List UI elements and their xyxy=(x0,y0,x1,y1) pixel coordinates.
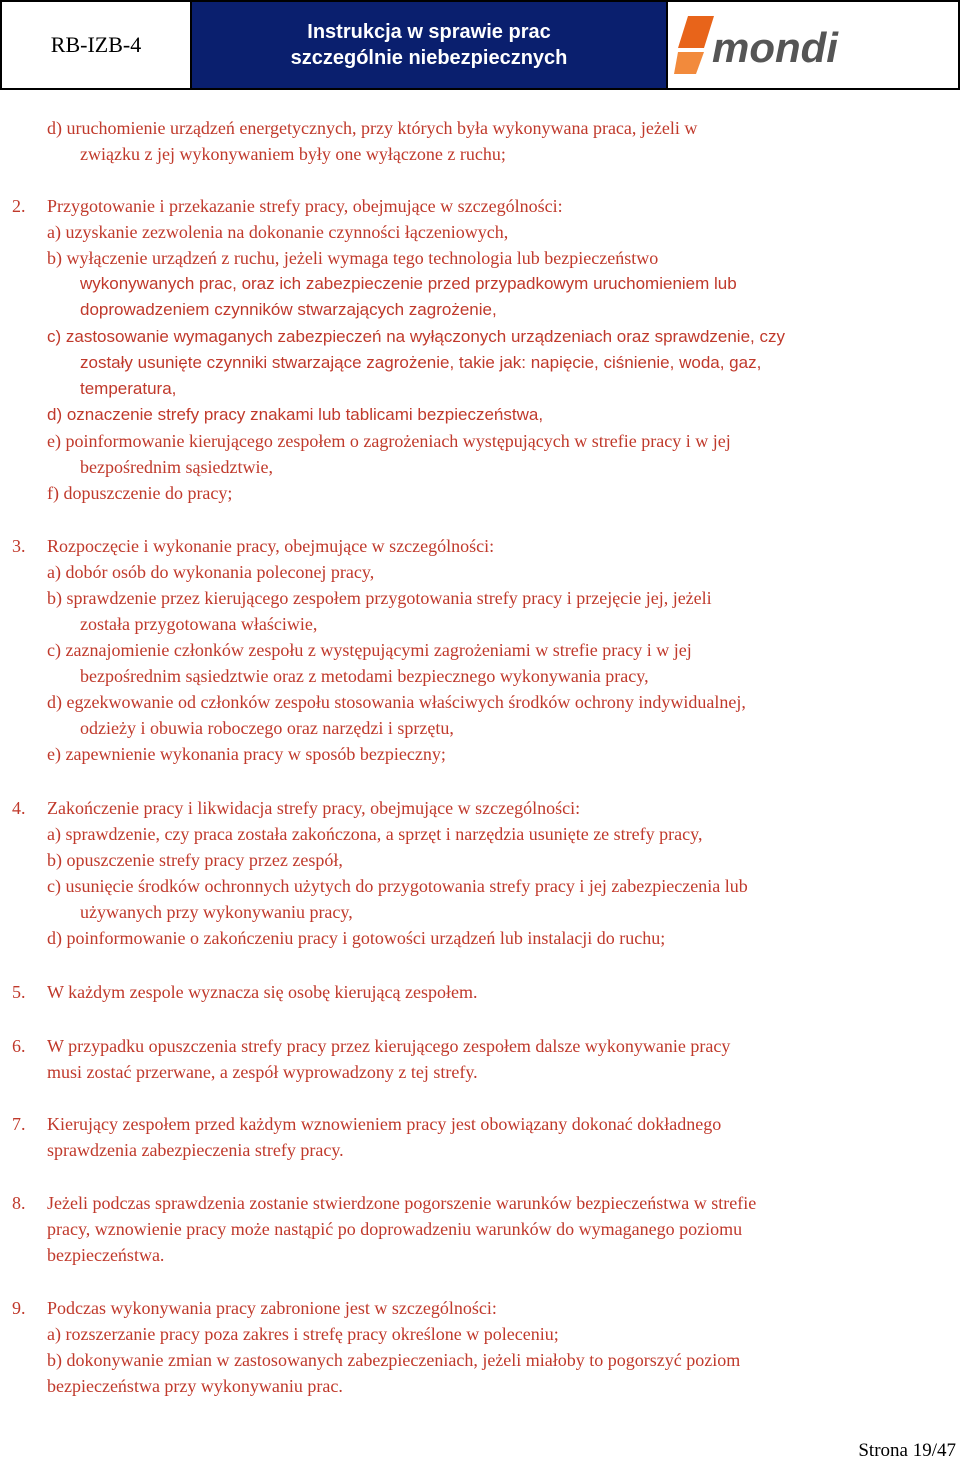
section-5-number: 5. xyxy=(12,982,26,1002)
item-9b-line2: bezpieczeństwa przy wykonywaniu prac. xyxy=(47,1376,343,1396)
section-2-number: 2. xyxy=(12,196,26,216)
doc-title-cell xyxy=(192,2,668,88)
section-2-heading: Przygotowanie i przekazanie strefy pracy, obejmujące w szczególności: xyxy=(47,196,563,216)
page-number: Strona 19/47 xyxy=(858,1440,956,1461)
doc-code-cell xyxy=(2,2,192,88)
section-4-number: 4. xyxy=(12,798,26,818)
svg-text:mondi: mondi xyxy=(712,24,838,71)
section-6-number: 6. xyxy=(12,1036,26,1056)
item-4a: a) sprawdzenie, czy praca została zakończona, a sprzęt i narzędzia usunięte ze strefy pracy, xyxy=(47,824,703,844)
item-3d-line1: d) egzekwowanie od członków zespołu stosowania właściwych środków ochrony indywidualnej, xyxy=(47,692,746,712)
document-header xyxy=(0,0,960,90)
item-4c-line1: c) usunięcie środków ochronnych użytych do przygotowania strefy pracy i jej zabezpieczenia lub xyxy=(47,876,748,896)
item-3e: e) zapewnienie wykonania pracy w sposób bezpieczny; xyxy=(47,744,446,764)
item-2b-line1: b) wyłączenie urządzeń z ruchu, jeżeli wymaga tego technologia lub bezpieczeństwo xyxy=(47,248,659,268)
item-3a: a) dobór osób do wykonania poleconej pracy, xyxy=(47,562,375,582)
item-9a: a) rozszerzanie pracy poza zakres i strefę pracy określone w poleceniu; xyxy=(47,1324,559,1344)
item-3c-line2: bezpośrednim sąsiedztwie oraz z metodami bezpiecznego wykonywania pracy, xyxy=(80,666,649,686)
doc-code: RB-IZB-4 xyxy=(50,32,142,57)
section-7-line2: sprawdzenia zabezpieczenia strefy pracy. xyxy=(47,1140,344,1160)
section-3-number: 3. xyxy=(12,536,26,556)
item-2b-line2: wykonywanych prac, oraz ich zabezpieczenie przed przypadkowym uruchomieniem lub xyxy=(80,274,737,293)
section-3-heading: Rozpoczęcie i wykonanie pracy, obejmujące w szczególności: xyxy=(47,536,495,556)
item-2c-line1: c) zastosowanie wymaganych zabezpieczeń na wyłączonych urządzeniach oraz sprawdzenie, czy xyxy=(47,327,785,346)
item-2e-line1: e) poinformowanie kierującego zespołem o zagrożeniach występujących w strefie pracy i w jej xyxy=(47,431,731,451)
section-8-line3: bezpieczeństwa. xyxy=(47,1245,165,1265)
section-8-line1: Jeżeli podczas sprawdzenia zostanie stwierdzone pogorszenie warunków bezpieczeństwa w strefie xyxy=(47,1193,757,1213)
section-6-line1: W przypadku opuszczenia strefy pracy przez kierującego zespołem dalsze wykonywanie pracy xyxy=(47,1036,731,1056)
item-4c-line2: używanych przy wykonywaniu pracy, xyxy=(80,902,353,922)
item-1d-line2: związku z jej wykonywaniem były one wyłączone z ruchu; xyxy=(80,144,506,164)
item-1d-line1: d) uruchomienie urządzeń energetycznych, przy których była wykonywana praca, jeżeli w xyxy=(47,118,698,138)
item-4d: d) poinformowanie o zakończeniu pracy i gotowości urządzeń lub instalacji do ruchu; xyxy=(47,928,666,948)
section-7-number: 7. xyxy=(12,1114,26,1134)
item-3b-line2: została przygotowana właściwie, xyxy=(80,614,318,634)
item-3b-line1: b) sprawdzenie przez kierującego zespołem przygotowania strefy pracy i przejęcie jej, jeżeli xyxy=(47,588,712,608)
section-9-number: 9. xyxy=(12,1298,26,1318)
section-8-line2: pracy, wznowienie pracy może nastąpić po doprowadzeniu warunków do wymaganego poziomu xyxy=(47,1219,743,1239)
item-2e-line2: bezpośrednim sąsiedztwie, xyxy=(80,457,273,477)
item-9b-line1: b) dokonywanie zmian w zastosowanych zabezpieczeniach, jeżeli miałoby to pogorszyć poziom xyxy=(47,1350,741,1370)
item-3d-line2: odzieży i obuwia roboczego oraz narzędzi i sprzętu, xyxy=(80,718,454,738)
doc-title-line1: Instrukcja w sprawie prac xyxy=(307,21,551,43)
item-2c-line2: zostały usunięte czynniki stwarzające zagrożenie, takie jak: napięcie, ciśnienie, woda, gaz, xyxy=(80,353,762,372)
section-4-heading: Zakończenie pracy i likwidacja strefy pracy, obejmujące w szczególności: xyxy=(47,798,581,818)
section-6-line2: musi zostać przerwane, a zespół wyprowadzony z tej strefy. xyxy=(47,1062,478,1082)
mondi-logo xyxy=(674,10,864,80)
item-3c-line1: c) zaznajomienie członków zespołu z występującymi zagrożeniami w strefie pracy i w jej xyxy=(47,640,692,660)
section-5-text: W każdym zespole wyznacza się osobę kierującą zespołem. xyxy=(47,982,478,1002)
item-2a: a) uzyskanie zezwolenia na dokonanie czynności łączeniowych, xyxy=(47,222,509,242)
section-9-heading: Podczas wykonywania pracy zabronione jest w szczególności: xyxy=(47,1298,497,1318)
item-2d: d) oznaczenie strefy pracy znakami lub tablicami bezpieczeństwa, xyxy=(47,405,544,424)
item-2c-line3: temperatura, xyxy=(80,379,177,398)
section-7-line1: Kierujący zespołem przed każdym wznowieniem pracy jest obowiązany dokonać dokładnego xyxy=(47,1114,722,1134)
item-2f: f) dopuszczenie do pracy; xyxy=(47,483,233,503)
section-8-number: 8. xyxy=(12,1193,26,1213)
doc-title-line2: szczególnie niebezpiecznych xyxy=(290,47,568,69)
logo-cell xyxy=(668,2,958,88)
item-4b: b) opuszczenie strefy pracy przez zespół, xyxy=(47,850,343,870)
item-2b-line3: doprowadzeniem czynników stwarzających zagrożenie, xyxy=(80,300,497,319)
